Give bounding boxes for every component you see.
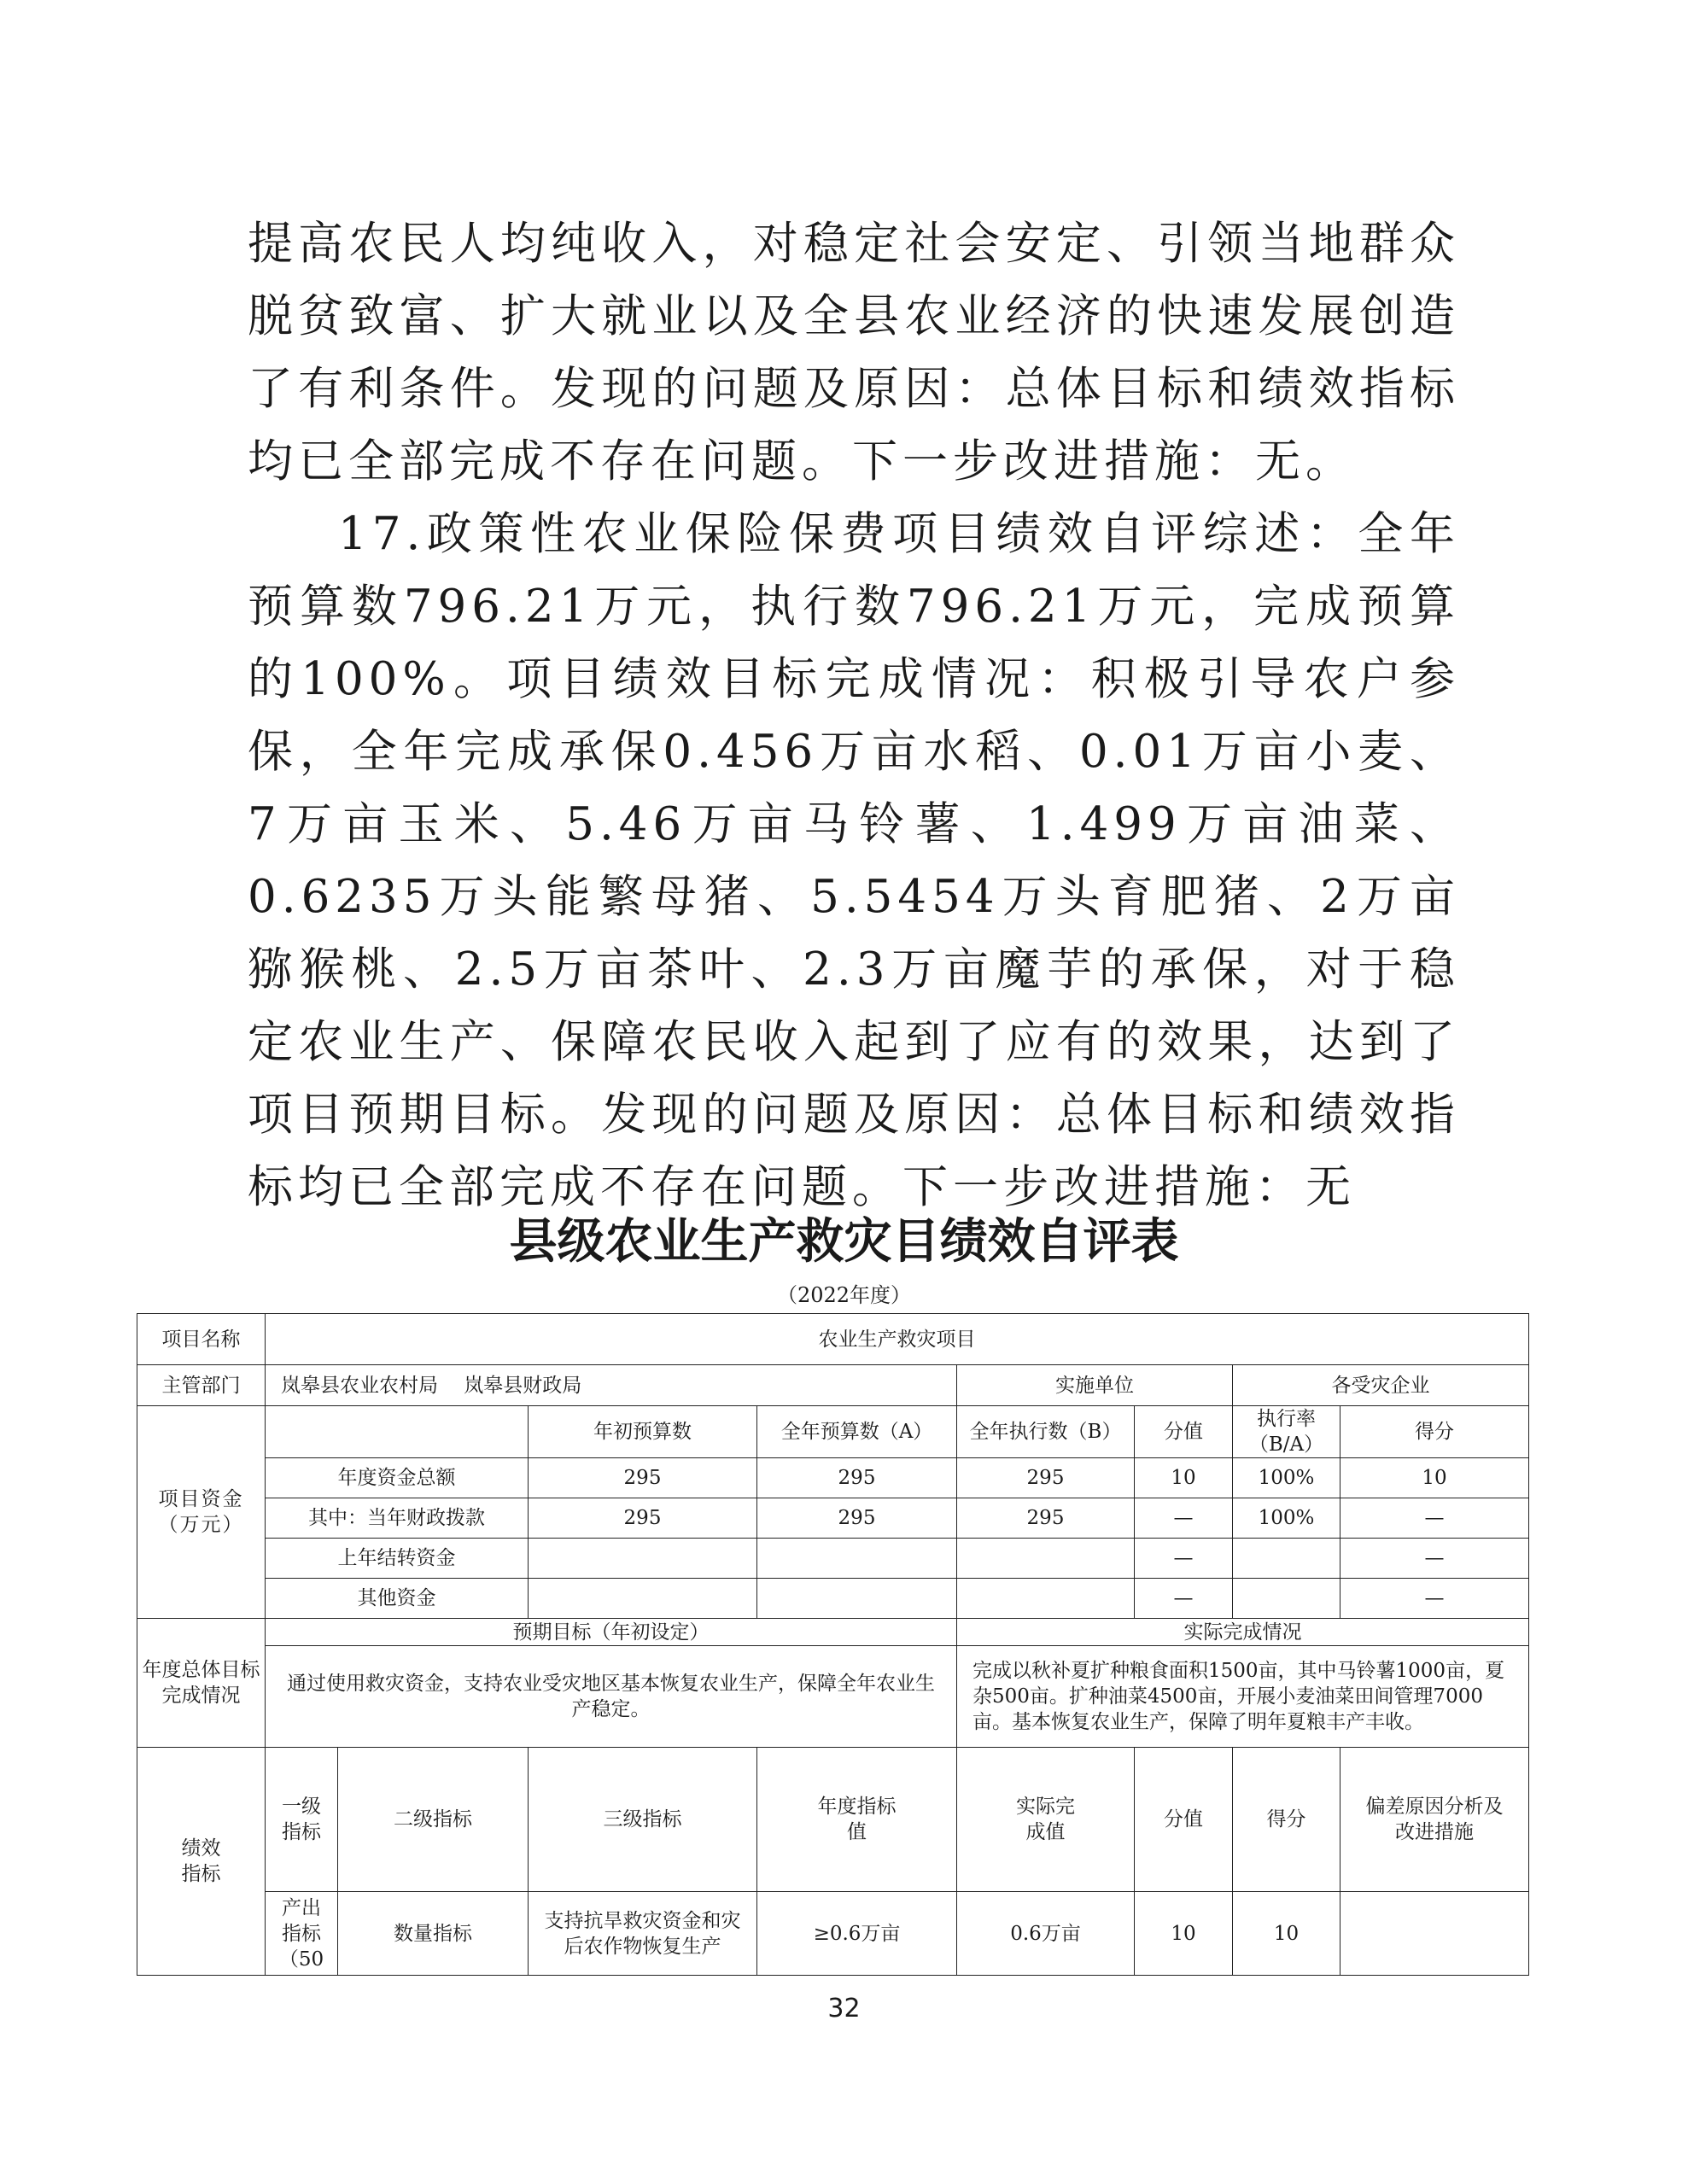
funds-cell (1233, 1539, 1340, 1579)
dept-label: 主管部门 (137, 1365, 266, 1406)
funds-cell: — (1135, 1498, 1233, 1539)
funds-row (137, 1458, 1529, 1498)
funds-cell: 295 (529, 1498, 757, 1539)
funds-cell (529, 1539, 757, 1579)
impl-value: 各受灾企业 (1233, 1365, 1529, 1406)
project-name-value: 农业生产救灾项目 (266, 1314, 1529, 1365)
perf-score: 10 (1233, 1892, 1340, 1976)
goal-label: 年度总体目标完成情况 (137, 1619, 266, 1748)
funds-cell (957, 1539, 1135, 1579)
perf-header: 得分 (1233, 1748, 1340, 1892)
body-text (248, 207, 1460, 1223)
funds-cell (957, 1579, 1135, 1619)
perf-header: 三级指标 (529, 1748, 757, 1892)
funds-cell: 295 (957, 1498, 1135, 1539)
funds-cell: 295 (757, 1458, 957, 1498)
perf-level2: 数量指标 (338, 1892, 529, 1976)
perf-note (1340, 1892, 1529, 1976)
row-perf-header (137, 1748, 1529, 1892)
funds-cell (529, 1579, 757, 1619)
perf-header: 二级指标 (338, 1748, 529, 1892)
funds-cell: — (1135, 1579, 1233, 1619)
funds-cell: — (1135, 1539, 1233, 1579)
goal-actual-header: 实际完成情况 (957, 1619, 1529, 1646)
perf-actual: 0.6万亩 (957, 1892, 1135, 1976)
perf-level3: 支持抗旱救灾资金和灾后农作物恢复生产 (529, 1892, 757, 1976)
funds-header: 分值 (1135, 1406, 1233, 1458)
funds-cell: 100% (1233, 1498, 1340, 1539)
funds-cell (757, 1579, 957, 1619)
funds-row (137, 1579, 1529, 1619)
impl-label: 实施单位 (957, 1365, 1233, 1406)
funds-header: 全年预算数（A） (757, 1406, 957, 1458)
funds-header-blank (266, 1406, 529, 1458)
funds-header: 执行率（B/A） (1233, 1406, 1340, 1458)
perf-header: 偏差原因分析及改进措施 (1340, 1748, 1529, 1892)
project-name-label: 项目名称 (137, 1314, 266, 1365)
funds-row-label: 上年结转资金 (266, 1539, 529, 1579)
funds-header: 年初预算数 (529, 1406, 757, 1458)
funds-header: 全年执行数（B） (957, 1406, 1135, 1458)
perf-header: 一级指标 (266, 1748, 338, 1892)
funds-cell (757, 1539, 957, 1579)
dept-value: 岚皋县农业农村局 岚皋县财政局 (266, 1365, 957, 1406)
paragraph-1: 提高农民人均纯收入，对稳定社会安定、引领当地群众脱贫致富、扩大就业以及全县农业经济的快速发展创造了有利条件。发现的问题及原因：总体目标和绩效指标均已全部完成不存在问题。下一步改进措施：无。 (248, 218, 1460, 488)
funds-row-label: 年度资金总额 (266, 1458, 529, 1498)
funds-cell: — (1340, 1539, 1529, 1579)
goal-expected-header: 预期目标（年初设定） (266, 1619, 957, 1646)
funds-cell: 100% (1233, 1458, 1340, 1498)
row-project-name (137, 1314, 1529, 1365)
funds-cell: 10 (1340, 1458, 1529, 1498)
funds-cell: 10 (1135, 1458, 1233, 1498)
perf-level1: 产出指标（50 (266, 1892, 338, 1976)
row-goal-header (137, 1619, 1529, 1646)
perf-target: ≥0.6万亩 (757, 1892, 957, 1976)
funds-header: 得分 (1340, 1406, 1529, 1458)
evaluation-table (137, 1313, 1529, 1976)
table-subtitle: （2022年度） (776, 1283, 912, 1307)
perf-score-value: 10 (1135, 1892, 1233, 1976)
funds-cell: 295 (529, 1458, 757, 1498)
funds-cell: 295 (957, 1458, 1135, 1498)
perf-label: 绩效指标 (137, 1748, 266, 1976)
paragraph-2: 17.政策性农业保险保费项目绩效自评综述：全年预算数796.21万元，执行数796.21万元，完成预算的100%。项目绩效目标完成情况：积极引导农户参保，全年完成承保0.456万亩水稻、0.01万亩小麦、7万亩玉米、5.46万亩马铃薯、1.499万亩油菜、0.6235万头能繁母猪、5.5454万头育肥猪、2万亩猕猴桃、2.5万亩茶叶、2.3万亩魔芋的承保，对于稳定农业生产、保障农民收入起到了应有的效果，达到了项目预期目标。发现的问题及原因：总体目标和绩效指标均已全部完成不存在问题。下一步改进措施：无 (248, 508, 1460, 1213)
perf-header: 分值 (1135, 1748, 1233, 1892)
funds-row-label: 其中：当年财政拨款 (266, 1498, 529, 1539)
row-perf-data (137, 1892, 1529, 1976)
goal-actual: 完成以秋补夏扩种粮食面积1500亩，其中马铃薯1000亩，夏杂500亩。扩种油菜4500亩，开展小麦油菜田间管理7000亩。基本恢复农业生产，保障了明年夏粮丰产丰收。 (957, 1646, 1529, 1748)
table-title: 县级农业生产救灾目绩效自评表 (509, 1214, 1179, 1270)
funds-label: 项目资金（万元） (137, 1406, 266, 1619)
funds-cell: 295 (757, 1498, 957, 1539)
funds-cell: — (1340, 1579, 1529, 1619)
funds-row (137, 1498, 1529, 1539)
page-number: 32 (827, 1994, 861, 2023)
row-dept (137, 1365, 1529, 1406)
funds-cell (1233, 1579, 1340, 1619)
perf-header: 实际完成值 (957, 1748, 1135, 1892)
row-funds-header (137, 1406, 1529, 1458)
perf-header: 年度指标值 (757, 1748, 957, 1892)
goal-expected: 通过使用救灾资金，支持农业受灾地区基本恢复农业生产，保障全年农业生产稳定。 (266, 1646, 957, 1748)
funds-row-label: 其他资金 (266, 1579, 529, 1619)
funds-cell: — (1340, 1498, 1529, 1539)
row-goal-content (137, 1646, 1529, 1748)
funds-row (137, 1539, 1529, 1579)
